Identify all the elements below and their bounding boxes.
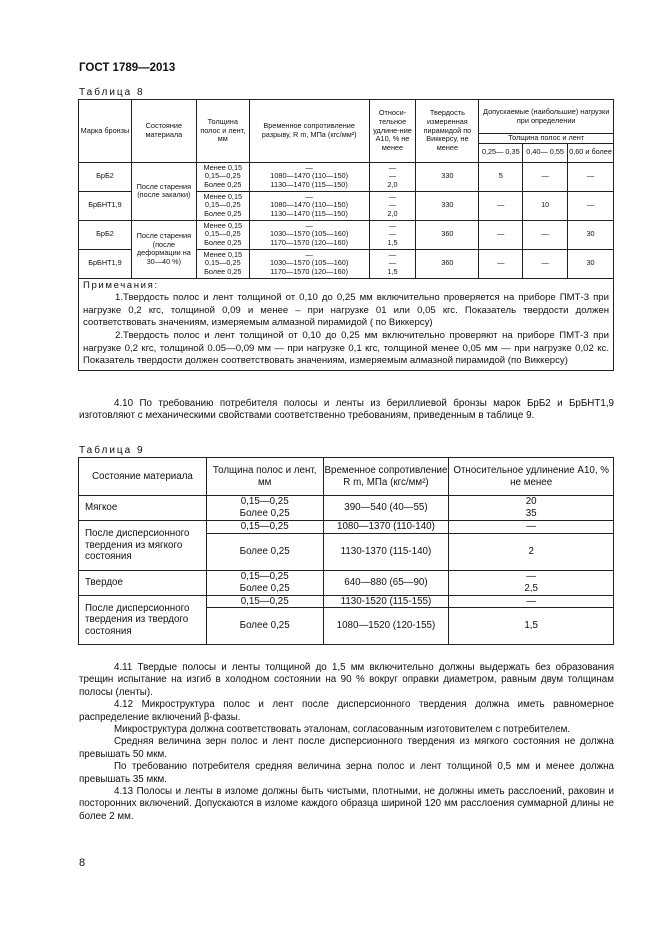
t9-r1-el-1: 20 [525, 496, 537, 508]
t8-r1-str-3: 1130—1470 (115—150) [270, 179, 348, 189]
t8-r1-grade: БрБ2 [79, 162, 132, 191]
t8-h-sub: Толщина полос и лент [479, 134, 614, 144]
t9-r4-str-1: 1130-1520 (115-155) [323, 595, 449, 608]
t8-note-1: 1.Твердость полос и лент толщиной от 0,10 до 0,25 мм включительно проверяется на приборе ПМТ-3 при нагрузке 0,2 кгс, толщиной 0,09 и менее – при нагрузке 01 или 0,05 кгс. Показатель твердости должен соответствовать значениям, измеряемым алмазной пирамидой ( по Виккерсу) [83, 292, 609, 329]
t9-h-strength: Временное сопротивление R m, МПа (кгс/мм²) [323, 458, 449, 496]
t8-r4-el-1: — [388, 249, 397, 259]
t8-r4-thk-1: Менее 0,15 [203, 249, 243, 259]
paragraph-4-13: 4.13 Полосы и ленты в изломе должны быть чистыми, плотными, не должны иметь расслоений, раковин и посторонних включений. Допускаются в изломе каждого образца шириной 120 мм расслоения суммарной длины не более 2 мм. [79, 786, 614, 822]
t9-r4-el-2: 1,5 [449, 608, 614, 645]
t8-r4-el-2: — [388, 258, 397, 268]
t8-h-hardness: Твердость измеренная пирамидой по Виккерсу, не менее [416, 100, 479, 163]
t9-r3-el-2: 2,5 [524, 582, 538, 594]
t9-r1-el-2: 35 [525, 508, 537, 519]
body-text [79, 662, 614, 823]
paragraph-grain-size-request: По требованию потребителя средняя величина зерна полос и лент толщиной 0,5 мм и менее должна превышать 35 мкм. [79, 761, 614, 785]
t9-h-state: Состояние материала [79, 458, 207, 496]
t9-r2-str-2: 1130-1370 (115-140) [323, 533, 449, 570]
t8-notes-title: Примечания: [83, 279, 159, 291]
t8-r3-thk-3: Более 0,25 [204, 237, 242, 247]
t8-notes [79, 278, 614, 370]
t8-r1-str-2: 1080—1470 (110—150) [270, 171, 349, 181]
t9-r3-thk-1: 0,15—0,25 [240, 571, 289, 582]
t9-r2-el-2: 2 [449, 533, 614, 570]
t8-r3-grade: БрБ2 [79, 220, 132, 249]
t8-r3-thk-1: Менее 0,15 [203, 220, 243, 230]
t8-h-elongation: Относи-тельное удлине-ние A10, % не менее [369, 100, 416, 163]
paragraph-4-12: 4.12 Микроструктура полос и лент после дисперсионного твердения должна иметь равномерное распределение включений β-фазы. [79, 699, 614, 723]
t8-r2-c: — [568, 191, 614, 220]
t8-r3-str-2: 1030—1570 (105—160) [270, 229, 349, 239]
t8-r3-b: — [523, 220, 568, 249]
t8-r1-thk-3: Более 0,25 [204, 179, 242, 189]
t8-r4-thk-3: Более 0,25 [204, 266, 242, 276]
t8-r4-a: — [479, 249, 523, 278]
t9-r2-thk-1: 0,15—0,25 [206, 521, 323, 534]
t9-r2-thk-2: Более 0,25 [206, 533, 323, 570]
t8-r4-c: 30 [568, 249, 614, 278]
t8-h-allowed: Допускаемые (наибольшие) нагрузки при определении [479, 100, 614, 134]
t8-h-grade: Марка бронзы [79, 100, 132, 163]
t9-r1-str: 390—540 (40—55) [323, 496, 449, 521]
t8-r2-el-3: 2,0 [387, 208, 398, 218]
t8-r4-b: — [523, 249, 568, 278]
t8-r4-thk-2: 0,15—0,25 [204, 258, 241, 268]
t9-r3-state: Твердое [79, 570, 207, 595]
t9-r3-el-1: — [526, 571, 537, 582]
t8-r3-a: — [479, 220, 523, 249]
t8-r4-grade: БрБНТ1,9 [79, 249, 132, 278]
t8-r4-el-3: 1,5 [387, 266, 398, 276]
t8-r1-thk-2: 0,15—0,25 [204, 171, 241, 181]
t8-r4-str-3: 1170—1570 (120—160) [270, 266, 349, 276]
t9-r4-thk-1: 0,15—0,25 [206, 595, 323, 608]
t8-h-sub2: 0,40— 0,55 [523, 143, 568, 162]
t8-r1-a: 5 [479, 162, 523, 191]
t8-r1-thk-1: Менее 0,15 [203, 162, 243, 172]
table-9 [78, 457, 614, 645]
t8-r4-str-1: — [305, 249, 313, 259]
paragraph-microstructure: Микроструктура должна соответствовать эталонам, согласованным изготовителем с потребителем. [114, 724, 571, 736]
t8-r2-a: — [479, 191, 523, 220]
t8-r3-c: 30 [568, 220, 614, 249]
t9-r1-thk-2: Более 0,25 [239, 508, 290, 519]
t8-h-sub1: 0,25— 0,35 [479, 143, 523, 162]
t8-r2-b: 10 [523, 191, 568, 220]
t8-r4-str-2: 1030—1570 (105—160) [270, 258, 349, 268]
t8-r3-state: После старения (после деформации на 30—40 %) [131, 220, 196, 278]
t9-r2-str-1: 1080—1370 (110-140) [323, 521, 449, 534]
paragraph-4-11: 4.11 Твердые полосы и ленты толщиной до 1,5 мм включительно должны выдержать без образования трещин испытание на изгиб в холодном состоянии на 90 % вокруг оправки диаметром, равным двум толщинам полосы (ленты). [79, 662, 614, 698]
paragraph-4-10-text: 4.10 По требованию потребителя полосы и ленты из бериллиевой бронзы марок БрБ2 и БрБНТ1,9 изготовляют с механическими свойствами соответственно требованиям, приведенным в таблице 9. [79, 398, 614, 422]
t8-h-thickness: Толщина полос и лент, мм [196, 100, 249, 163]
t8-r2-thk-3: Более 0,25 [204, 208, 242, 218]
paragraph-4-10 [79, 398, 614, 423]
t8-note-2: 2.Твердость полос и лент толщиной от 0,10 до 0,25 мм включительно проверяют на приборе ПМТ-3 при нагрузке 0,2 кгс, толщиной 0.05—0,09 мм — при нагрузке 0,1 кгс, толщиной менее 0,05 мм — при нагрузке 0,02 кс. Показатель твердости должен соответствовать значениям, измеряемым алмазной пирамидой (по Виккерсу) [83, 329, 609, 367]
t9-r4-thk-2: Более 0,25 [206, 608, 323, 645]
t8-r3-el-3: 1,5 [387, 237, 398, 247]
t9-r2-state: После дисперсионного твердения из мягкого состояния [79, 521, 207, 571]
t8-r2-str-1: — [305, 191, 313, 201]
t8-r1-state: После старения (после закалки) [131, 162, 196, 220]
t9-r1-state: Мягкое [79, 496, 207, 521]
t8-h-state: Состояние материала [131, 100, 196, 163]
t8-r3-el-2: — [388, 229, 397, 239]
t8-r2-el-1: — [388, 191, 397, 201]
page-number: 8 [79, 857, 86, 869]
t9-h-elongation: Относительное удлинение A10, % не менее [449, 458, 614, 496]
t8-r2-el-2: — [388, 200, 397, 210]
table8-caption: Таблица 8 [79, 87, 145, 98]
t8-h-strength: Временное сопротивление разрыву, R m, МПа (кгс/мм²) [249, 100, 369, 163]
t8-r3-el-1: — [388, 220, 397, 230]
t8-r4-hv: 360 [416, 249, 479, 278]
t8-r1-el-2: — [388, 171, 397, 181]
t8-r3-str-3: 1170—1570 (120—160) [270, 237, 349, 247]
t8-r2-grade: БрБНТ1,9 [79, 191, 132, 220]
t8-r2-str-2: 1080—1470 (110—150) [270, 200, 349, 210]
t9-r3-thk-2: Более 0,25 [239, 582, 290, 594]
t8-r1-el-3: 2,0 [387, 179, 398, 189]
table9-caption: Таблица 9 [79, 445, 145, 456]
t8-r3-hv: 360 [416, 220, 479, 249]
t8-r1-c: — [568, 162, 614, 191]
t9-r3-str: 640—880 (65—90) [323, 570, 449, 595]
document-header: ГОСТ 1789—2013 [79, 62, 176, 74]
t8-r2-thk-1: Менее 0,15 [203, 191, 243, 201]
t8-r1-el-1: — [388, 162, 397, 172]
t8-r3-str-1: — [305, 220, 313, 230]
t8-r1-str-1: — [305, 162, 313, 172]
t8-r2-str-3: 1130—1470 (115—150) [270, 208, 348, 218]
t8-r2-thk-2: 0,15—0,25 [204, 200, 241, 210]
t9-r4-str-2: 1080—1520 (120-155) [323, 608, 449, 645]
t9-h-thickness: Толщина полос и лент, мм [206, 458, 323, 496]
paragraph-grain-size: Средняя величина зерн полос и лент после дисперсионного твердения из мягкого состояния не должна превышать 50 мкм. [79, 736, 614, 760]
t9-r2-el-1: — [449, 521, 614, 534]
t9-r1-thk-1: 0,15—0,25 [240, 496, 289, 508]
t9-r4-el-1: — [449, 595, 614, 608]
t8-r1-b: — [523, 162, 568, 191]
t9-r4-state: После дисперсионного твердения из твердого состояния [79, 595, 207, 645]
t8-h-sub3: 0,60 и более [568, 143, 614, 162]
table-8 [78, 99, 614, 371]
t8-r3-thk-2: 0,15—0,25 [204, 229, 241, 239]
t8-r1-hv: 330 [416, 162, 479, 191]
t8-r2-hv: 330 [416, 191, 479, 220]
